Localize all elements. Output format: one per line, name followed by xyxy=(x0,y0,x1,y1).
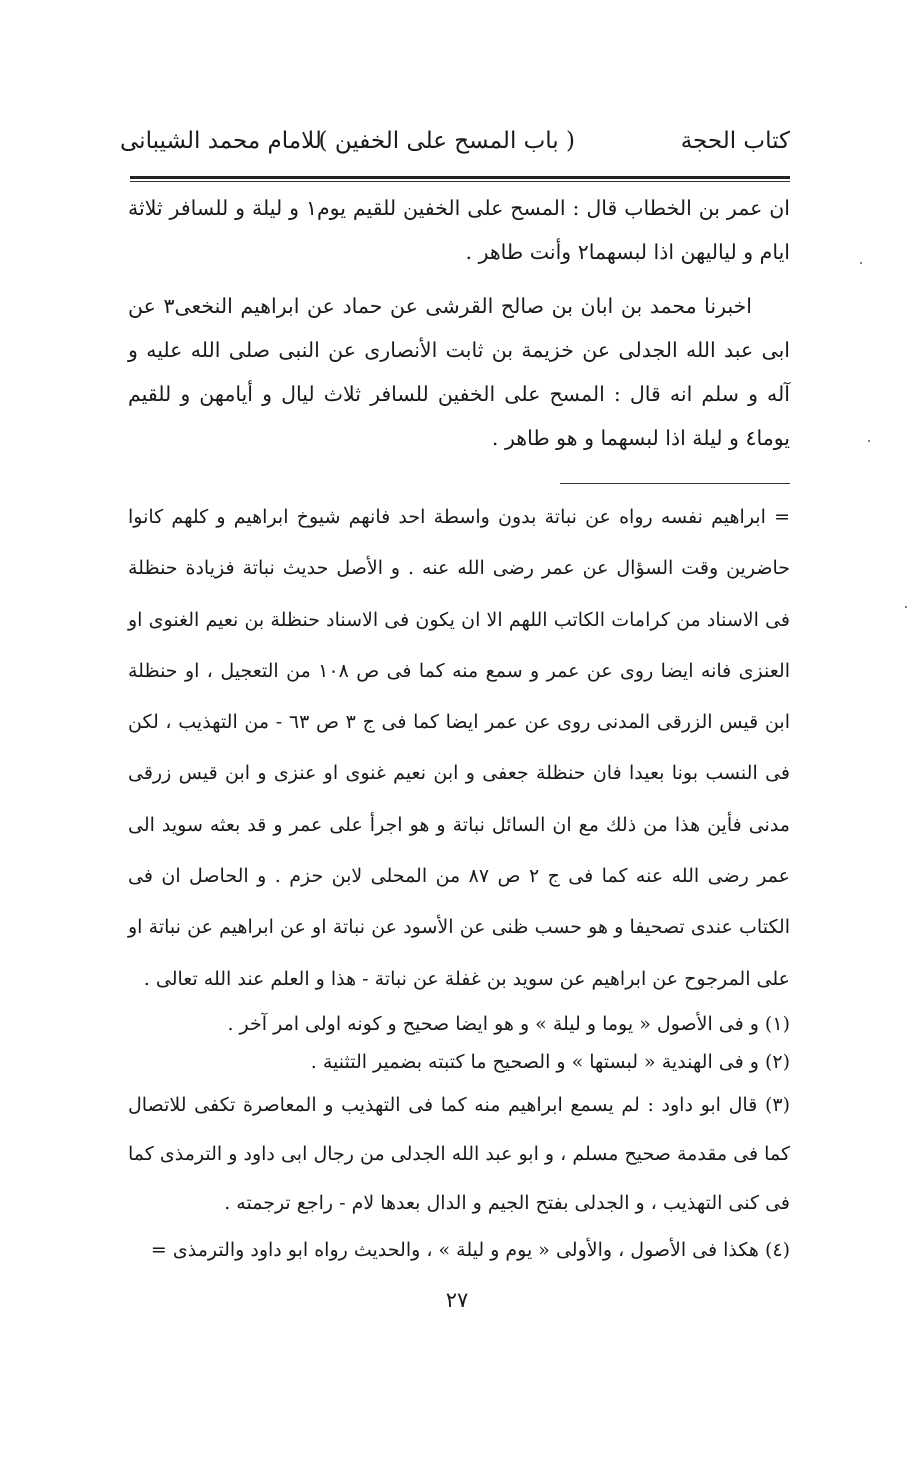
main-paragraph: اخبرنا محمد بن ابان بن صالح القرشى عن حماد عن ابراهيم النخعى٣ عن ابى عبد الله الجدلى عن خزيمة بن ثابت الأنصارى عن النبى صلى الله عليه و آله و سلم انه قال : المسح على الخفين للسافر ثلاث ليال و أيامهن و للقيم يوما٤ و ليلة اذا لبسهما و هو طاهر . xyxy=(128,294,790,450)
running-header xyxy=(120,128,790,172)
header-rule-thick xyxy=(130,176,790,179)
page-number: ٢٧ xyxy=(445,1288,469,1312)
footnote-3: (٣) قال ابو داود : لم يسمع ابراهيم منه كما فى التهذيب و المعاصرة تكفى للاتصال كما فى مقدمة صحيح مسلم ، و ابو عبد الله الجدلى من رجال ابى داود و الترمذى كما فى كنى التهذيب ، و الجدلى بفتح الجيم و الدال بعدها لام - راجع ترجمته . xyxy=(128,1093,790,1214)
footnote-continuation: = ابراهيم نفسه رواه عن نباتة بدون واسطة احد فانهم شيوخ ابراهيم و كلهم كانوا حاضرين وقت السؤال عن عمر رضى الله عنه . و الأصل حديث نباتة فزيادة حنظلة فى الاسناد من كرامات الكاتب اللهم الا ان يكون فى الاسناد حنظلة بن نعيم الغنوى او العنزى فانه ايضا روى عن عمر و سمع منه كما فى ص ١٠٨ من التعجيل ، او حنظلة ابن قيس الزرقى المدنى روى عن عمر ايضا كما فى ج ٣ ص ٦٣ - من التهذيب ، لكن فى النسب بونا بعيدا فان حنظلة جعفى و ابن نعيم غنوى او عنزى و ابن قيس زرقى مدنى فأين هذا من ذلك مع ان السائل نباتة و هو اجرأ على عمر و قد بعثه سويد الى عمر رضى الله عنه كما فى ج ٢ ص ٨٧ من المحلى لابن حزم . و الحاصل ان فى الكتاب عندى تصحيفا و هو حسب ظنى عن الأسود عن نباتة او عن ابراهيم عن نباتة او على المرجوح عن ابراهيم عن سويد بن غفلة عن نباتة - هذا و العلم عند الله تعالى . xyxy=(128,506,791,990)
footnote-1: (١) و فى الأصول « يوما و ليلة » و هو ايضا صحيح و كونه اولى امر آخر . xyxy=(227,1012,790,1035)
scan-speck xyxy=(905,606,907,608)
main-text xyxy=(128,186,790,460)
book-title: كتاب الحجة xyxy=(680,128,790,154)
scan-speck xyxy=(868,440,870,442)
chapter-title: ( باب المسح على الخفين ) xyxy=(318,128,575,154)
scan-speck xyxy=(860,262,862,264)
header-rule-thin xyxy=(130,181,790,182)
footnote-2: (٢) و فى الهندية « لبستها » و الصحيح ما كتبته بضمير التثنية . xyxy=(310,1050,790,1073)
footnote-4: (٤) هكذا فى الأصول ، والأولى « يوم و ليلة » ، والحديث رواه ابو داود والترمذى = xyxy=(150,1238,790,1261)
author-name: للامام محمد الشيبانى xyxy=(120,128,322,154)
footnotes xyxy=(128,492,790,1272)
footnote-separator xyxy=(560,483,790,484)
main-paragraph: ان عمر بن الخطاب قال : المسح على الخفين للقيم يوم١ و ليلة و للسافر ثلاثة ايام و لياليهن اذا لبسهما٢ وأنت طاهر . xyxy=(128,196,790,264)
